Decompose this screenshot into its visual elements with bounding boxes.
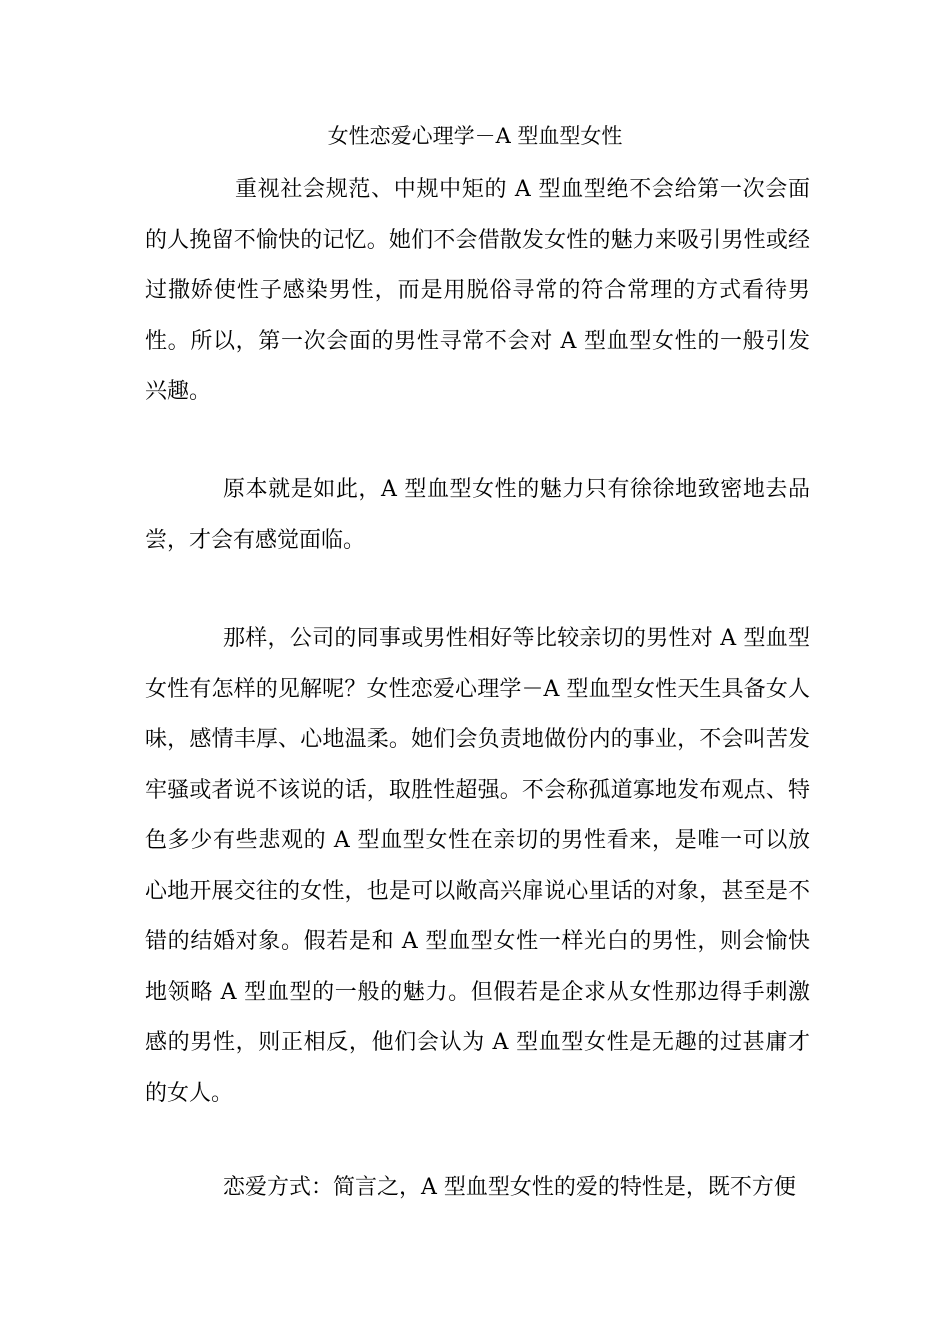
paragraph-3: 那样，公司的同事或男性相好等比较亲切的男性对 A 型血型女性有怎样的见解呢？女性恋爱心理学－A 型血型女性天生具备女人味，感情丰厚、心地温柔。她们会负责地做份内的事业，不会叫苦发牢骚或者说不该说的话，取胜性超强。不会称孤道寡地发布观点、特色多少有些悲观的 A 型血型女性在亲切的男性看来，是唯一可以放心地开展交往的女性，也是可以敞高兴扉说心里话的对象，甚至是不错的结婚对象。假若是和 A 型血型女性一样光白的男性，则会愉快地领略 A 型血型的一般的魅力。但假若是企求从女性那边得手刺激感的男性，则正相反，他们会认为 A 型血型女性是无趣的过甚庸才的女人。 <box>145 626 810 1106</box>
document-title: 女性恋爱心理学－A 型血型女性 <box>327 124 623 148</box>
paragraph-4: 恋爱方式：简言之，A 型血型女性的爱的特性是，既不方便 <box>223 1175 796 1200</box>
paragraph-1: 重视社会规范、中规中矩的 A 型血型绝不会给第一次会面的人挽留不愉快的记忆。她们不会借散发女性的魅力来吸引男性或经过撒娇使性子感染男性，而是用脱俗寻常的符合常理的方式看待男性。所以，第一次会面的男性寻常不会对 A 型血型女性的一般引发兴趣。 <box>145 177 810 404</box>
paragraph-2: 原本就是如此，A 型血型女性的魅力只有徐徐地致密地去品尝，才会有感觉面临。 <box>145 477 810 553</box>
